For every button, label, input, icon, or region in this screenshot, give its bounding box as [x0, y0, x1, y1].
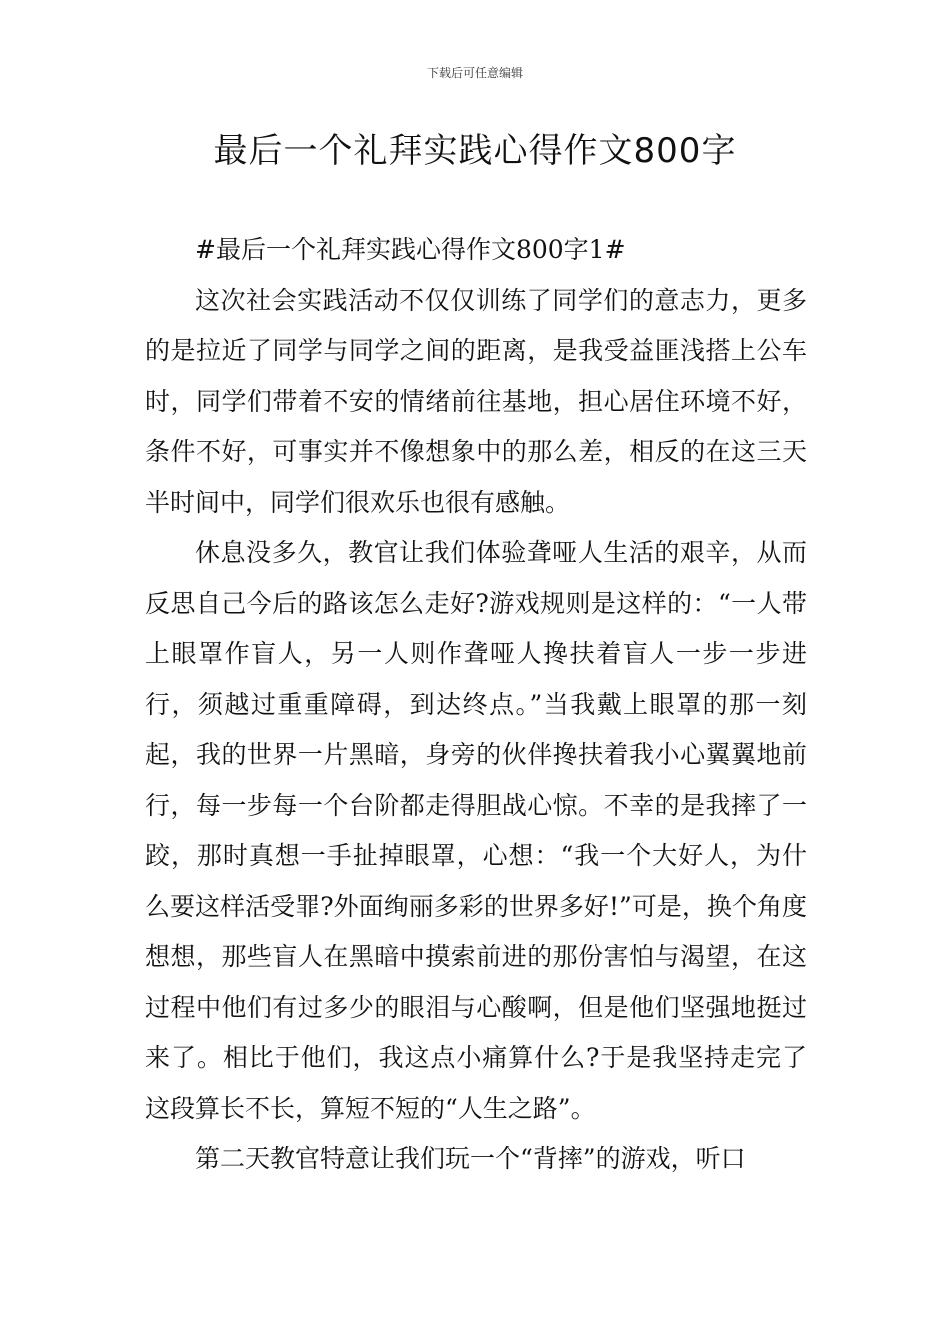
paragraph: 第二天教官特意让我们玩一个“背摔”的游戏，听口	[195, 1144, 746, 1173]
document-body	[145, 225, 807, 1185]
paragraph: 这次社会实践活动不仅仅训练了同学们的意志力，更多的是拉近了同学与同学之间的距离，是我受益匪浅搭上公车时，同学们带着不安的情绪前往基地，担心居住环境不好，条件不好，可事实并不像想象中的那么差，相反的在这三天半时间中，同学们很欢乐也很有感触。	[145, 285, 807, 517]
section-heading: #最后一个礼拜实践心得作文800字1#	[195, 235, 626, 264]
page-header: 下载后可任意编辑	[426, 66, 523, 80]
paragraph: 休息没多久，教官让我们体验聋哑人生活的艰辛，从而反思自己今后的路该怎么走好?游戏规则是这样的：“一人带上眼罩作盲人，另一人则作聋哑人搀扶着盲人一步一步进行，须越过重重障碍，到达终点。”当我戴上眼罩的那一刻起，我的世界一片黑暗，身旁的伙伴搀扶着我小心翼翼地前行，每一步每一个台阶都走得胆战心惊。不幸的是我摔了一跤，那时真想一手扯掉眼罩，心想：“我一个大好人，为什么要这样活受罪?外面绚丽多彩的世界多好!”可是，换个角度想想，那些盲人在黑暗中摸索前进的那份害怕与渴望，在这过程中他们有过多少的眼泪与心酸啊，但是他们坚强地挺过来了。相比于他们，我这点小痛算什么?于是我坚持走完了这段算长不长，算短不短的“人生之路”。	[145, 538, 807, 1123]
document-title: 最后一个礼拜实践心得作文800字	[213, 131, 737, 171]
